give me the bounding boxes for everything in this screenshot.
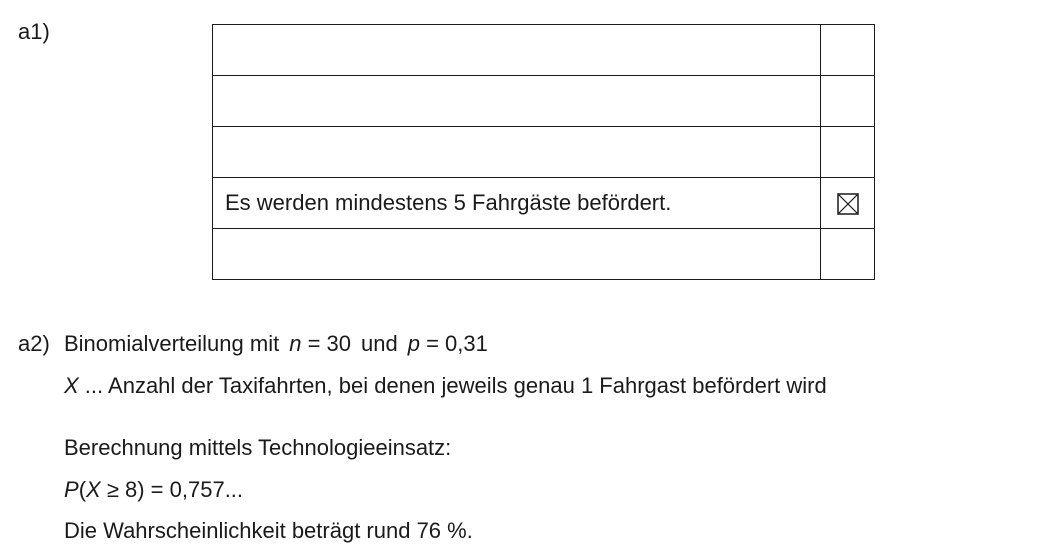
choice-checkbox-cell[interactable]: [821, 229, 875, 280]
choice-row: [213, 25, 875, 76]
distribution-prefix: Binomialverteilung mit: [64, 331, 280, 356]
choice-row: [213, 229, 875, 280]
variable-definition-line: [64, 373, 827, 399]
n-value: = 30: [301, 331, 351, 356]
calculation-heading: Berechnung mittels Technologieeinsatz:: [64, 435, 452, 460]
distribution-line: [64, 331, 488, 357]
variable-definition-text: ... Anzahl der Taxifahrten, bei denen jeweils genau 1 Fahrgast befördert wird: [78, 373, 827, 398]
choice-statement: [213, 25, 821, 76]
choice-statement: Es werden mindestens 5 Fahrgäste befördert.: [213, 178, 821, 229]
choice-checkbox-cell[interactable]: [821, 178, 875, 229]
part-label-a1: a1): [18, 19, 50, 44]
choice-checkbox-cell[interactable]: [821, 127, 875, 178]
crossed-checkbox-icon[interactable]: [837, 193, 859, 215]
choice-statement: [213, 76, 821, 127]
conclusion-line: Die Wahrscheinlichkeit beträgt rund 76 %.: [64, 518, 473, 543]
choice-statement: [213, 229, 821, 280]
p-value: = 0,31: [419, 331, 488, 356]
choice-checkbox-cell[interactable]: [821, 76, 875, 127]
p-function: P: [64, 477, 79, 502]
choice-checkbox-cell[interactable]: [821, 25, 875, 76]
probability-expression: ≥ 8) = 0,757...: [100, 477, 244, 502]
choice-row: [213, 127, 875, 178]
part-label-a2: a2): [18, 331, 50, 356]
open-paren: (: [78, 477, 87, 502]
x-variable-inline: X: [86, 477, 101, 502]
choice-row: [213, 76, 875, 127]
choice-row: [213, 178, 875, 229]
and-word: und: [361, 331, 398, 356]
choice-statement: [213, 127, 821, 178]
p-variable: p: [407, 331, 420, 356]
probability-result-line: [64, 477, 243, 503]
x-variable: X: [64, 373, 79, 398]
multiple-choice-table: [212, 24, 875, 280]
n-variable: n: [289, 331, 302, 356]
